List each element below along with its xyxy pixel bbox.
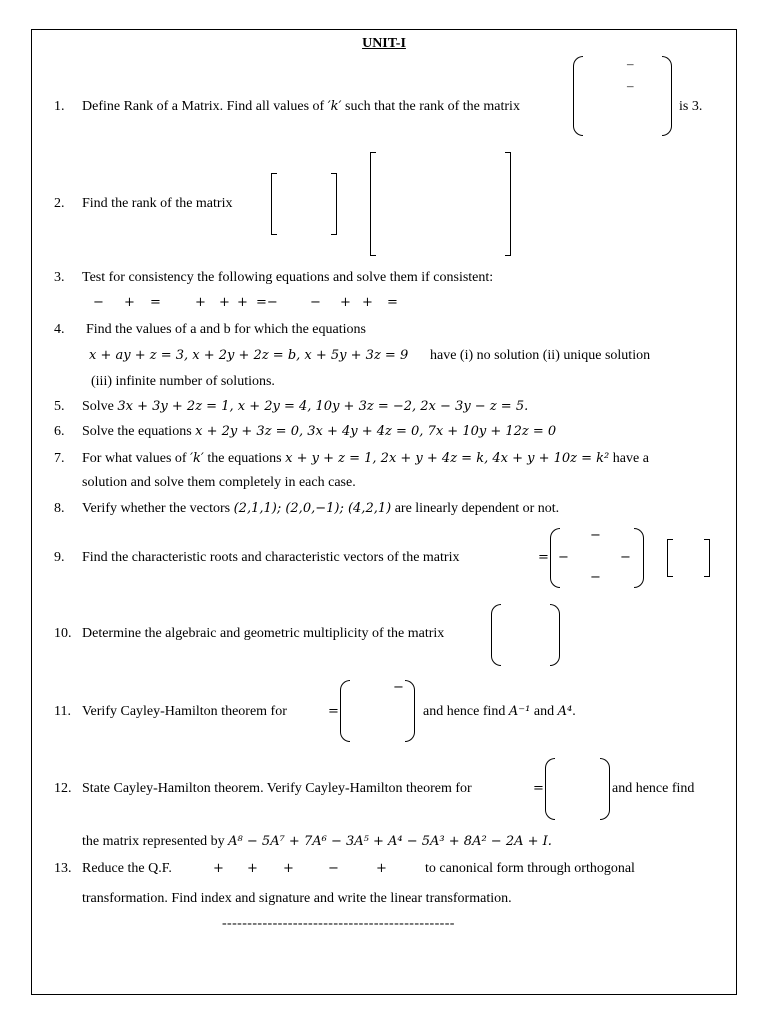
equation-fragment: +	[340, 295, 351, 310]
question-4-text-b: have (i) no solution (ii) unique solution	[430, 348, 651, 363]
equation-fragment: +	[283, 861, 294, 876]
question-10-text: Determine the algebraic and geometric multiplicity of the matrix	[82, 626, 445, 641]
matrix-11-left-paren	[340, 680, 350, 742]
question-number: 12.	[54, 781, 72, 796]
matrix-11-right-paren	[405, 680, 415, 742]
question-3-text: Test for consistency the following equations and solve them if consistent:	[82, 270, 494, 285]
equation-fragment: +	[237, 295, 248, 310]
matrix-12-right-paren	[600, 758, 610, 820]
matrix-11-entry: −	[393, 680, 404, 695]
unit-title: UNIT-I	[362, 36, 406, 51]
question-number: 13.	[54, 861, 72, 876]
question-8-text: Verify whether the vectors (2,1,1); (2,0,−1); (4,2,1) are linearly dependent or not.	[82, 501, 560, 516]
matrix-10-left-paren	[491, 604, 501, 666]
equation-fragment: +	[195, 295, 206, 310]
question-1-tail: is 3.	[679, 99, 703, 114]
question-number: 3.	[54, 270, 65, 285]
question-11-text-b: and hence find A⁻¹ and A⁴.	[423, 704, 576, 719]
matrix-11-equals: =	[328, 704, 339, 719]
question-4-text-c: (iii) infinite number of solutions.	[91, 374, 275, 389]
matrix-9-entry: −	[620, 550, 631, 565]
question-number: 8.	[54, 501, 65, 516]
question-9-text: Find the characteristic roots and characteristic vectors of the matrix	[82, 550, 460, 565]
matrix-1-right-paren	[662, 56, 672, 136]
question-13-text-c: transformation. Find index and signature and write the linear transformation.	[82, 891, 512, 906]
question-4-equations: x + ay + z = 3, x + 2y + 2z = b, x + 5y + 3z = 9	[89, 348, 409, 363]
matrix-1-left-paren	[573, 56, 583, 136]
equation-fragment: +	[376, 861, 387, 876]
matrix-2a-right-bracket	[331, 173, 337, 235]
matrix-1-entry: –	[627, 78, 634, 93]
equation-fragment: =	[150, 295, 161, 310]
question-2-text: Find the rank of the matrix	[82, 196, 233, 211]
matrix-9-entry: −	[558, 550, 569, 565]
equation-fragment: +	[247, 861, 258, 876]
matrix-9b-left-bracket	[667, 539, 673, 577]
matrix-9-entry: −	[590, 570, 601, 585]
matrix-10-right-paren	[550, 604, 560, 666]
matrix-1-entry: –	[627, 56, 634, 71]
question-1-text: Define Rank of a Matrix. Find all values of ′k′ such that the rank of the matrix	[82, 99, 520, 114]
matrix-9-entry: −	[590, 528, 601, 543]
equation-fragment: +	[213, 861, 224, 876]
equation-fragment: =	[387, 295, 398, 310]
matrix-9b-right-bracket	[704, 539, 710, 577]
question-number: 1.	[54, 99, 65, 114]
matrix-2a-left-bracket	[271, 173, 277, 235]
equation-fragment: −	[310, 295, 321, 310]
question-number: 9.	[54, 550, 65, 565]
separator-line: ----------------------------------------------	[222, 916, 455, 931]
question-12-text-c: the matrix represented by A⁸ − 5A⁷ + 7A⁶ − 3A⁵ + A⁴ − 5A³ + 8A² − 2A + I.	[82, 834, 552, 849]
matrix-2b-right-bracket	[505, 152, 511, 256]
question-13-text-b: to canonical form through orthogonal	[425, 861, 635, 876]
matrix-12-left-paren	[545, 758, 555, 820]
matrix-12-equals: =	[533, 781, 544, 796]
equation-fragment: =−	[256, 295, 278, 310]
question-number: 7.	[54, 451, 65, 466]
question-4-text: Find the values of a and b for which the equations	[86, 322, 366, 337]
question-5-text: Solve 3x + 3y + 2z = 1, x + 2y = 4, 10y + 3z = −2, 2x − 3y − z = 5.	[82, 399, 529, 414]
question-12-text: State Cayley-Hamilton theorem. Verify Cayley-Hamilton theorem for	[82, 781, 472, 796]
equation-fragment: +	[124, 295, 135, 310]
matrix-9-equals: =	[538, 550, 549, 565]
question-6-text: Solve the equations x + 2y + 3z = 0, 3x + 4y + 4z = 0, 7x + 10y + 12z = 0	[82, 424, 557, 439]
question-number: 4.	[54, 322, 65, 337]
question-7-text-d: solution and solve them completely in each case.	[82, 475, 356, 490]
equation-fragment: +	[362, 295, 373, 310]
question-number: 5.	[54, 399, 65, 414]
question-number: 6.	[54, 424, 65, 439]
question-number: 11.	[54, 704, 71, 719]
matrix-2b-left-bracket	[370, 152, 376, 256]
equation-fragment: −	[328, 861, 339, 876]
equation-fragment: −	[93, 295, 104, 310]
question-number: 10.	[54, 626, 72, 641]
question-13-text: Reduce the Q.F.	[82, 861, 172, 876]
question-number: 2.	[54, 196, 65, 211]
question-12-text-b: and hence find	[612, 781, 695, 796]
matrix-9-right-paren	[634, 528, 644, 588]
equation-fragment: +	[219, 295, 230, 310]
question-7-text: For what values of ′k′ the equations x + y + z = 1, 2x + y + 4z = k, 4x + y + 10z = k² have a	[82, 451, 649, 466]
question-11-text: Verify Cayley-Hamilton theorem for	[82, 704, 287, 719]
